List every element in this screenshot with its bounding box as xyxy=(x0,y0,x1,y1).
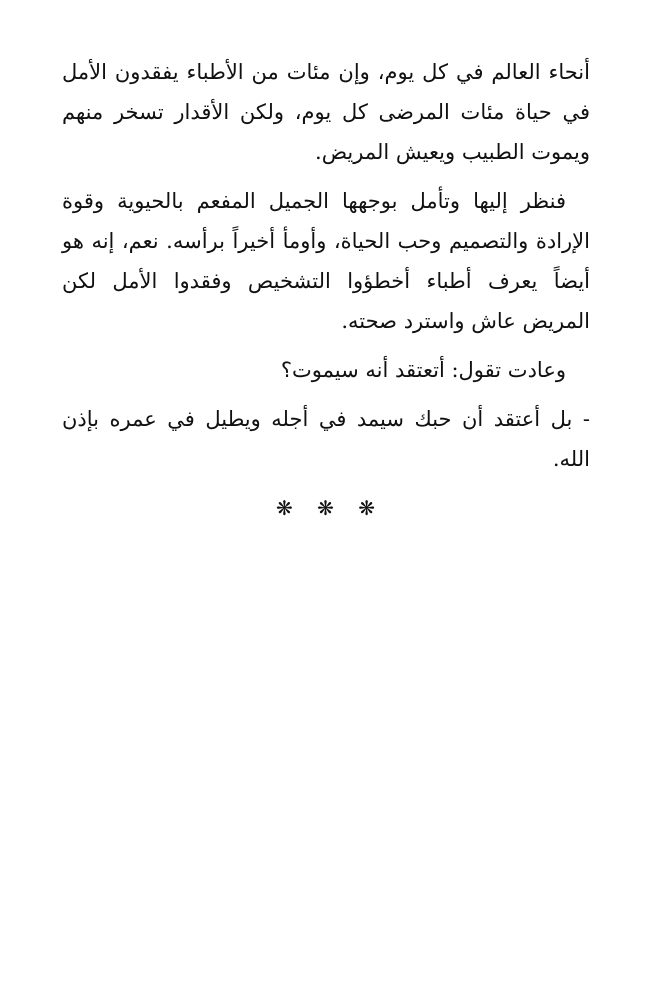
separator-ornament-icon: ❋ xyxy=(358,496,375,520)
book-page-text xyxy=(62,52,590,488)
paragraph-continuation: أنحاء العالم في كل يوم، وإن مئات من الأطباء يفقدون الأمل في حياة مئات المرضى كل يوم، ولكن الأقدار تسخر منهم ويموت الطبيب ويعيش المريض. xyxy=(62,60,590,164)
separator-ornament-icon: ❋ xyxy=(317,496,334,520)
section-separator xyxy=(0,496,651,520)
separator-ornament-icon: ❋ xyxy=(275,496,293,520)
paragraph-reflection: فنظر إليها وتأمل بوجهها الجميل المفعم بالحيوية وقوة الإرادة والتصميم وحب الحياة، وأومأ أخيراً برأسه. نعم، إنه هو أيضاً يعرف أطباء أخطؤوا التشخيص وفقدوا الأمل لكن المريض عاش واسترد صحته. xyxy=(62,189,590,333)
paragraph-question: وعادت تقول: أتعتقد أنه سيموت؟ xyxy=(280,358,566,382)
paragraph-answer: - بل أعتقد أن حبك سيمد في أجله ويطيل في عمره بإذن الله. xyxy=(62,407,590,471)
